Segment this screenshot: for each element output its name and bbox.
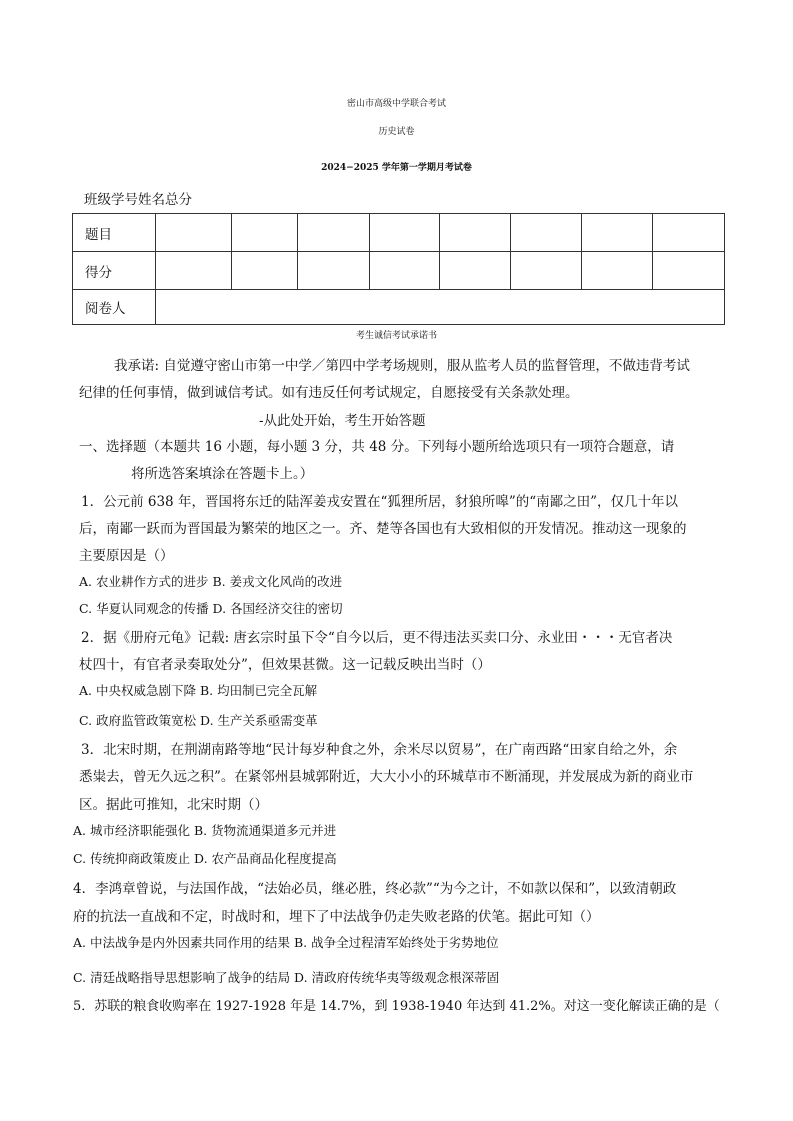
pledge-line-1: 我承诺: 自觉遵守密山市第一中学／第四中学考场规则，服从监考人员的监督管理，不做违背考试 [114, 358, 690, 374]
score-table-cell [440, 252, 511, 290]
score-table-cell [582, 214, 653, 252]
term-title: 2024−2025 学年第一学期月考试卷 [321, 163, 472, 173]
question-1-options-ab: A. 农业耕作方式的进步 B. 姜戎文化风尚的改进 [79, 574, 343, 589]
score-table-cell [156, 290, 725, 325]
question-1-line-3: 主要原因是（） [79, 548, 174, 564]
score-table-cell [232, 252, 298, 290]
pledge-title: 考生诚信考试承诺书 [355, 331, 437, 341]
score-table-cell [653, 252, 725, 290]
score-table-cell [440, 214, 511, 252]
question-4-options-ab: A. 中法战争是内外因素共同作用的结果 B. 战争全过程清军始终处于劣势地位 [73, 935, 499, 950]
score-table-row-scores [73, 252, 725, 290]
question-2-options-cd: C. 政府监管政策宽松 D. 生产关系亟需变革 [79, 713, 318, 728]
score-table-cell [370, 252, 440, 290]
subject-title: 历史试卷 [378, 127, 415, 137]
score-table-cell [582, 252, 653, 290]
score-table-row-grader [73, 290, 725, 325]
question-1-options-cd: C. 华夏认同观念的传播 D. 各国经济交往的密切 [79, 601, 343, 616]
student-info-line: 班级学号姓名总分 [84, 192, 192, 208]
score-table-label: 得分 [73, 252, 156, 290]
exam-school-title: 密山市高级中学联合考试 [346, 99, 446, 109]
section-heading: 一、选择题（本题共 16 小题，每小题 3 分，共 48 分。下列每小题所给选项只有一项符合题意，请 [79, 439, 675, 455]
score-table-label: 阅卷人 [73, 290, 156, 325]
score-table-cell [232, 214, 298, 252]
score-table-cell [156, 252, 232, 290]
question-4-line-1: 4．李鸿章曾说，与法国作战，“法始必员，继必胜，终必款”“为今之计，不如款以保和”，以致清朝政 [73, 881, 677, 897]
score-table-cell [298, 214, 370, 252]
question-3-line-2: 悉粜去，曾无久远之积”。在紧邻州县城郭附近，大大小小的环城草市不断涌现，并发展成为新的商业市 [79, 769, 694, 785]
start-answering-note: -从此处开始，考生开始答题 [259, 413, 426, 429]
question-2-options-ab: A. 中央权威急剧下降 B. 均田制已完全瓦解 [79, 683, 318, 698]
score-table-cell [653, 214, 725, 252]
question-3-line-1: 3．北宋时期，在荆湖南路等地“民计每岁种食之外，余米尽以贸易”，在广南西路“田家自给之外，余 [81, 742, 678, 758]
question-1-line-2: 后，南鄙一跃而为晋国最为繁荣的地区之一。齐、楚等各国也有大致相似的开发情况。推动这一现象的 [79, 521, 687, 537]
pledge-line-2: 纪律的任何事情，做到诚信考试。如有违反任何考试规定，自愿接受有关条款处理。 [79, 385, 579, 401]
score-table-row-questions [73, 214, 725, 252]
question-2-line-2: 杖四十，有官者录奏取处分”，但效果甚微。这一记载反映出当时（） [79, 657, 491, 673]
score-table-cell [370, 214, 440, 252]
score-table [72, 213, 725, 325]
question-5-line-1: 5．苏联的粮食收购率在 1927-1928 年是 14.7%，到 1938-1940 年达到 41.2%。对这一变化解读正确的是（ [73, 999, 720, 1014]
score-table-label: 题目 [73, 214, 156, 252]
question-3-options-cd: C. 传统抑商政策废止 D. 农产品商品化程度提高 [73, 851, 337, 866]
question-3-line-3: 区。据此可推知，北宋时期（） [79, 797, 268, 813]
section-heading-cont: 将所选答案填涂在答题卡上。） [131, 466, 314, 482]
question-1-line-1: 1．公元前 638 年，晋国将东迁的陆浑姜戎安置在“狐狸所居，豺狼所嗥”的“南鄙之田”，仅几十年以 [81, 494, 679, 510]
question-4-line-2: 府的抗法一直战和不定，时战时和，埋下了中法战争仍走失败老路的伏笔。据此可知（） [73, 909, 600, 925]
score-table-cell [298, 252, 370, 290]
score-table-cell [156, 214, 232, 252]
question-3-options-ab: A. 城市经济职能强化 B. 货物流通渠道多元并进 [73, 823, 337, 838]
question-2-line-1: 2．据《册府元龟》记载: 唐玄宗时虽下令“自今以后，更不得违法买卖口分、永业田・・・无官者决 [81, 630, 673, 646]
question-4-options-cd: C. 清廷战略指导思想影响了战争的结局 D. 清政府传统华夷等级观念根深蒂固 [73, 970, 500, 985]
score-table-cell [511, 252, 582, 290]
score-table-cell [511, 214, 582, 252]
